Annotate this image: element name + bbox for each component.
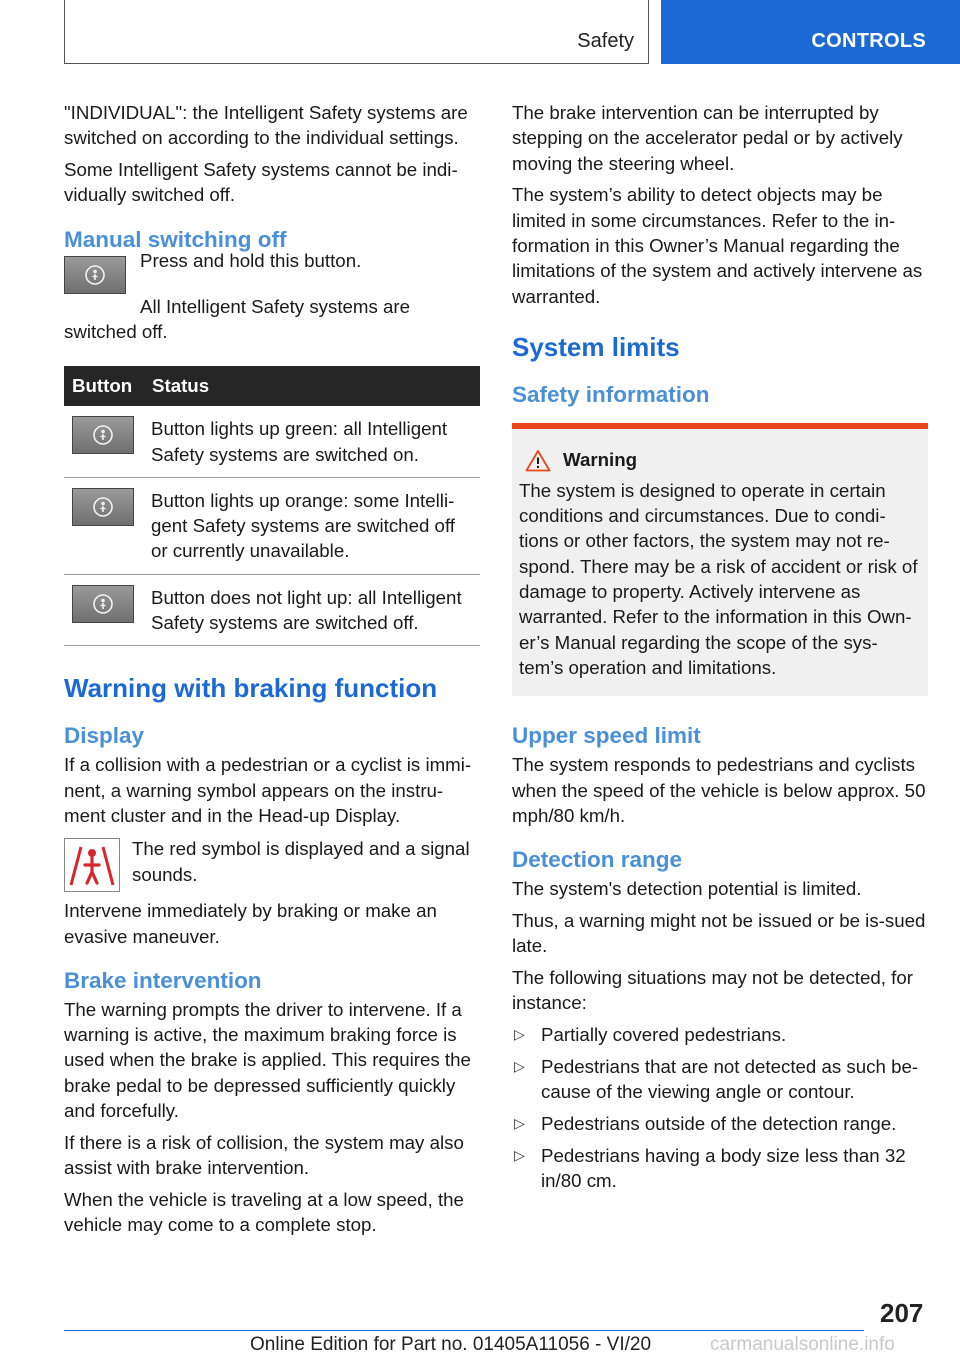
left-column <box>64 100 480 1244</box>
paragraph-brake-3: When the vehicle is traveling at a low speed, the vehicle may come to a complete stop. <box>64 1188 464 1236</box>
warning-triangle-icon <box>525 449 551 472</box>
list-item: ▷ Partially covered pedestrians. <box>512 1022 928 1047</box>
heading-safety-information: Safety information <box>512 381 710 407</box>
paragraph-speed: The system responds to pedestrians and cyclists when the speed of the vehicle is below approx. 50 mph/80 km/h. <box>512 754 926 826</box>
paragraph-interrupt: The brake intervention can be interrupted by stepping on the accelerator pedal or by actively moving the steering wheel. <box>512 102 903 174</box>
warning-box <box>512 423 928 696</box>
table-header-button: Button <box>64 366 144 406</box>
list-item: ▷ Pedestrians having a body size less than 32 in/80 cm. <box>514 1144 906 1192</box>
safety-button-icon <box>72 416 134 454</box>
paragraph-cannot-switch-off: Some Intelligent Safety systems cannot be indi‐vidually switched off. <box>64 159 458 206</box>
heading-detection-range: Detection range <box>512 847 683 873</box>
safety-button-icon <box>72 488 134 526</box>
header-section-box <box>64 0 649 64</box>
heading-system-limits: System limits <box>512 331 680 362</box>
paragraph-range-2: Thus, a warning might not be issued or be is‐sued late. <box>512 909 926 957</box>
manual-instruction-press: Press and hold this button. <box>140 249 362 271</box>
heading-upper-speed-limit: Upper speed limit <box>512 723 701 749</box>
footer-divider <box>64 1330 864 1331</box>
heading-manual-switching-off: Manual switching off <box>64 226 287 252</box>
paragraph-range-1: The system's detection potential is limited. <box>512 878 862 900</box>
table-header-status: Status <box>144 366 480 406</box>
bullet-triangle-icon: ▷ <box>514 1026 525 1043</box>
paragraph-brake-1: The warning prompts the driver to intervene. If a warning is active, the maximum braking force is used when the brake is applied. This requires the brake pedal to be depressed sufficiently quickly and forcefully. <box>64 998 471 1122</box>
pedestrian-warning-icon <box>64 838 120 892</box>
paragraph-brake-2: If there is a risk of collision, the system may also assist with brake intervention. <box>64 1131 464 1179</box>
table-row <box>64 406 480 477</box>
footer-edition: Online Edition for Part no. 01405A11056 - VI/20 <box>250 1334 652 1355</box>
paragraph-display: If a collision with a pedestrian or a cyclist is immi‐nent, a warning symbol appears on the instru‐ment cluster and in the Head-up Display. <box>64 754 472 826</box>
detection-limits-list <box>512 1022 928 1193</box>
table-cell-status: Button does not light up: all Intelligent Safety systems are switched off. <box>144 574 480 646</box>
paragraph-detect-limited: The system’s ability to detect objects may be limited in some circumstances. Refer to the in‐formation in this Owner’s Manual regarding the limitations of the system and actively intervene as warranted. <box>512 184 923 307</box>
bullet-triangle-icon: ▷ <box>514 1057 525 1074</box>
paragraph-range-3: The following situations may not be detected, for instance: <box>512 967 913 1014</box>
manual-instruction-result: All Intelligent Safety systems are switched off. <box>64 295 411 342</box>
page-number: 207 <box>880 1298 924 1328</box>
heading-brake-intervention: Brake intervention <box>64 967 262 993</box>
table-row <box>64 574 480 646</box>
header-chapter-tab <box>661 0 960 64</box>
paragraph-red-symbol: The red symbol is displayed and a signal sounds. <box>132 838 470 885</box>
table-row <box>64 477 480 574</box>
safety-button-icon <box>72 585 134 623</box>
table-cell-status: Button lights up orange: some Intelli‐gent Safety systems are switched off or currently unavailable. <box>144 477 480 574</box>
paragraph-individual: "INDIVIDUAL": the Intelligent Safety systems are switched on according to the individual settings. <box>64 102 468 149</box>
heading-warning-braking: Warning with braking function <box>64 673 438 704</box>
warning-symbol-row <box>64 836 480 892</box>
safety-button-icon <box>64 256 126 294</box>
warning-title: Warning <box>563 449 638 471</box>
bullet-triangle-icon: ▷ <box>514 1146 525 1163</box>
table-cell-status: Button lights up green: all Intelligent Safety systems are switched on. <box>144 406 480 477</box>
warning-text: The system is designed to operate in certain conditions and circumstances. Due to condi‐tions or other factors, the system may not re‐spond. There may be a risk of accident or risk of damage to property. Actively intervene as warranted. Refer to the information in this Own‐er’s Manual regarding the scope of the sys‐tem’s operation and limitations. <box>519 479 918 678</box>
paragraph-intervene: Intervene immediately by braking or make an evasive maneuver. <box>64 900 437 947</box>
button-status-table <box>64 366 480 646</box>
heading-display: Display <box>64 723 145 749</box>
table-header-row <box>64 366 480 406</box>
list-item: ▷ Pedestrians outside of the detection range. <box>512 1111 928 1136</box>
list-item: ▷ Pedestrians that are not detected as such be‐cause of the viewing angle or contour. <box>514 1055 919 1103</box>
manual-switch-block <box>64 249 480 332</box>
header-section-title: Safety <box>577 30 634 52</box>
footer-watermark: carmanualsonline.info <box>710 1334 895 1355</box>
header-chapter-title: CONTROLS <box>811 30 926 52</box>
bullet-triangle-icon: ▷ <box>514 1115 525 1132</box>
right-column <box>512 100 928 1200</box>
